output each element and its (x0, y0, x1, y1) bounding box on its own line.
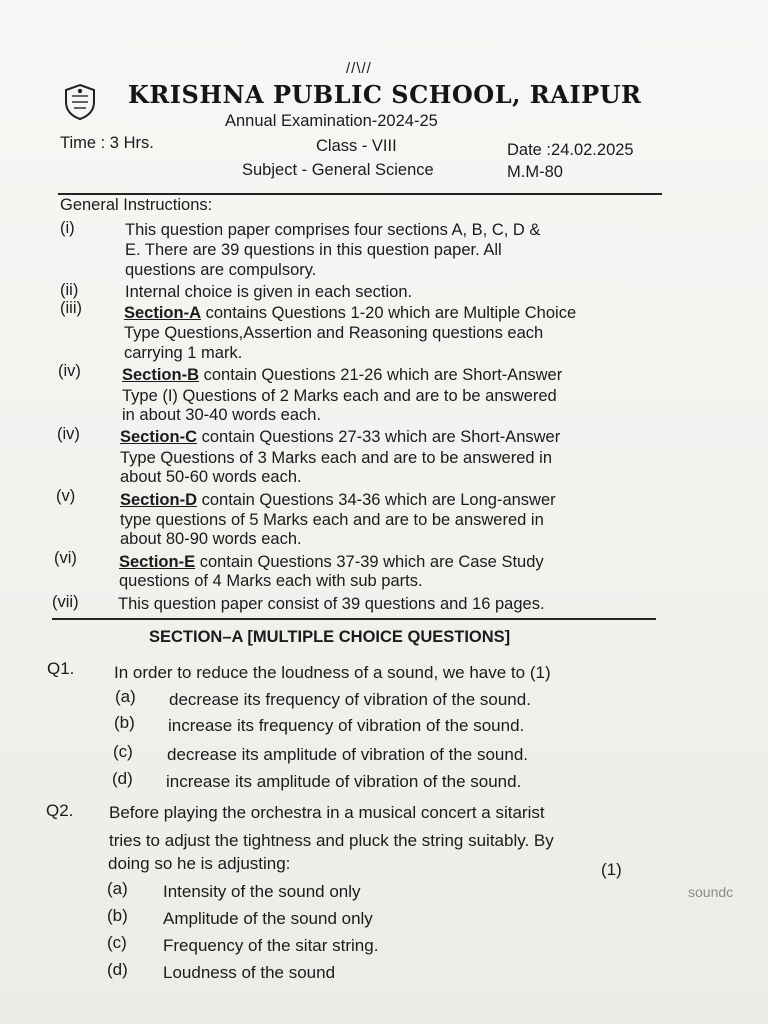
instruction-number: (iv) (58, 362, 81, 380)
max-marks: M.M-80 (507, 163, 563, 181)
question-text: Before playing the orchestra in a musical concert a sitarist (109, 803, 545, 822)
instruction-line: Type Questions,Assertion and Reasoning questions each (124, 324, 544, 342)
option-text: Intensity of the sound only (163, 882, 361, 901)
section-a-heading: SECTION–A [MULTIPLE CHOICE QUESTIONS] (149, 628, 511, 646)
instruction-line (120, 490, 556, 510)
bleed-through-text: soundc (688, 884, 734, 900)
instruction-line: about 80-90 words each. (120, 530, 302, 548)
option-text: decrease its frequency of vibration of the sound. (169, 690, 531, 709)
option-label: (b) (114, 713, 135, 732)
option-text: increase its frequency of vibration of the sound. (168, 716, 525, 735)
exam-subject: Subject - General Science (242, 161, 434, 179)
instruction-line-text: contain Questions 21-26 which are Short-Answer (199, 366, 563, 384)
exam-time: Time : 3 Hrs. (60, 134, 154, 152)
instruction-line: type questions of 5 Marks each and are to be answered in (120, 511, 544, 529)
instruction-line: Type (I) Questions of 2 Marks each and are to be answered (122, 387, 557, 405)
instruction-line-text: contain Questions 34-36 which are Long-answer (197, 491, 556, 509)
instruction-line: This question paper comprises four sections A, B, C, D & (125, 221, 541, 239)
question-text: tries to adjust the tightness and pluck the string suitably. By (109, 831, 554, 850)
instruction-line (124, 303, 576, 323)
instruction-number: (ii) (60, 281, 79, 299)
school-name: KRISHNA PUBLIC SCHOOL, RAIPUR (128, 80, 642, 109)
option-label: (a) (115, 687, 136, 706)
instructions-divider (52, 618, 656, 620)
option-label: (d) (112, 769, 133, 788)
instruction-number: (vi) (54, 549, 77, 567)
instructions-title: General Instructions: (60, 196, 213, 214)
option-label: (c) (107, 933, 127, 952)
option-label: (c) (113, 742, 133, 761)
exam-class: Class - VIII (316, 137, 397, 155)
question-number: Q1. (47, 659, 75, 678)
section-link-c: Section-C (120, 428, 198, 446)
question-text: In order to reduce the loudness of a sound, we have to (1) (114, 663, 551, 682)
instruction-line-text: contains Questions 1-20 which are Multiple Choice (201, 304, 577, 322)
question-marks: (1) (601, 860, 622, 879)
exam-date: Date :24.02.2025 (507, 141, 634, 159)
option-label: (d) (107, 960, 128, 979)
section-link-d: Section-D (120, 491, 198, 509)
top-mark: //\// (346, 60, 372, 77)
option-text: Amplitude of the sound only (163, 909, 373, 928)
option-text: Loudness of the sound (163, 963, 336, 982)
option-label: (a) (107, 879, 128, 898)
instruction-line: questions are compulsory. (125, 261, 317, 279)
option-text: Frequency of the sitar string. (163, 936, 379, 955)
section-link-b: Section-B (122, 366, 200, 384)
instruction-line-text: contain Questions 27-33 which are Short-Answer (197, 428, 561, 446)
instruction-line (119, 552, 544, 572)
instruction-line: Type Questions of 3 Marks each and are to be answered in (120, 449, 552, 467)
instruction-number: (iv) (57, 425, 80, 443)
instruction-line (120, 427, 560, 447)
instruction-number: (v) (56, 487, 76, 505)
instruction-number: (iii) (60, 299, 82, 317)
question-text: doing so he is adjusting: (108, 854, 291, 873)
instruction-line (122, 365, 562, 385)
section-link-a: Section-A (124, 304, 202, 322)
option-text: decrease its amplitude of vibration of the sound. (167, 745, 528, 764)
instruction-line: questions of 4 Marks each with sub parts. (119, 572, 423, 590)
instruction-line: about 50-60 words each. (120, 468, 302, 486)
header-divider (58, 193, 662, 195)
instruction-number: (i) (60, 219, 75, 237)
school-crest-icon (60, 82, 100, 122)
option-text: increase its amplitude of vibration of the sound. (166, 772, 522, 791)
instruction-line: carrying 1 mark. (124, 344, 243, 362)
instruction-line: in about 30-40 words each. (122, 406, 322, 424)
instruction-number: (vii) (52, 593, 79, 611)
instruction-line: This question paper consist of 39 questions and 16 pages. (118, 595, 545, 613)
option-label: (b) (107, 906, 128, 925)
question-number: Q2. (46, 801, 74, 820)
instruction-line: E. There are 39 questions in this question paper. All (125, 241, 502, 259)
section-link-e: Section-E (119, 553, 196, 571)
exam-title: Annual Examination-2024-25 (225, 112, 438, 130)
instruction-line: Internal choice is given in each section. (125, 283, 413, 301)
instruction-line-text: contain Questions 37-39 which are Case Study (195, 553, 544, 571)
